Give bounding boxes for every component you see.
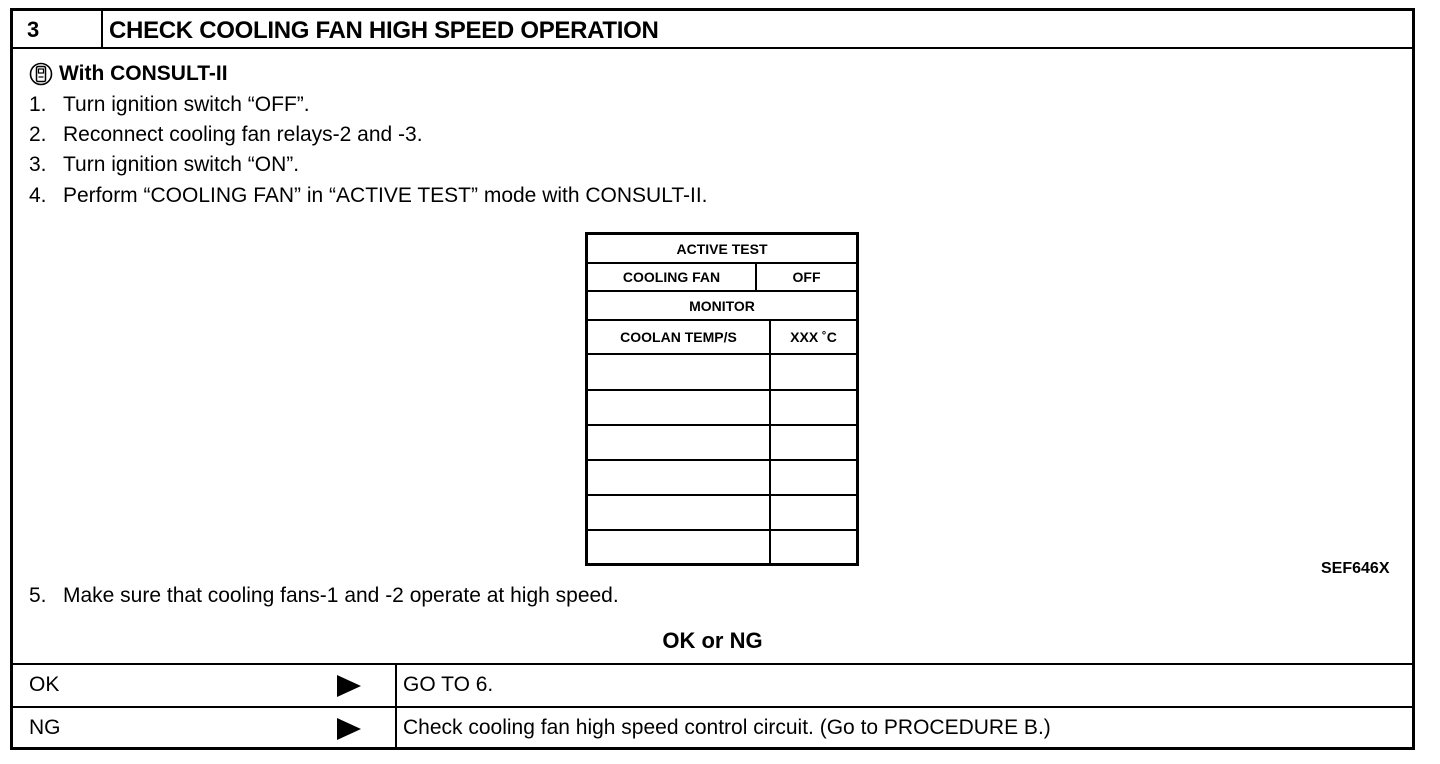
step-number-label: 1. bbox=[29, 93, 47, 116]
step-number: 3 bbox=[13, 11, 103, 47]
empty-monitor-row bbox=[588, 496, 856, 531]
procedure-header bbox=[13, 11, 1412, 49]
monitor-label: MONITOR bbox=[689, 297, 755, 314]
consult-heading bbox=[29, 62, 228, 86]
empty-monitor-row bbox=[588, 426, 856, 461]
step-text: Turn ignition switch “ON”. bbox=[63, 153, 300, 176]
step-2 bbox=[29, 123, 423, 147]
result-row-ng bbox=[13, 706, 1412, 750]
monitor-item-row bbox=[588, 321, 856, 355]
consult-label: With CONSULT-II bbox=[59, 62, 228, 85]
screen-title: ACTIVE TEST bbox=[676, 240, 768, 257]
result-label: NG bbox=[29, 716, 61, 739]
arrow-right-icon bbox=[337, 718, 361, 740]
procedure-sheet bbox=[10, 8, 1415, 750]
arrow-right-icon bbox=[337, 675, 361, 697]
monitor-item-label: COOLAN TEMP/S bbox=[588, 321, 771, 353]
result-action: GO TO 6. bbox=[403, 673, 494, 696]
consult-screen bbox=[585, 232, 859, 566]
test-item-value: OFF bbox=[792, 269, 821, 285]
monitor-label-row bbox=[588, 292, 856, 321]
screen-title-row bbox=[588, 235, 856, 264]
step-text: Perform “COOLING FAN” in “ACTIVE TEST” mode with CONSULT-II. bbox=[63, 184, 708, 207]
empty-cell bbox=[588, 391, 771, 424]
empty-monitor-row bbox=[588, 391, 856, 426]
figure-code: SEF646X bbox=[1321, 560, 1390, 577]
result-heading: OK or NG bbox=[662, 628, 763, 653]
column-divider bbox=[395, 708, 397, 750]
step-text: Turn ignition switch “OFF”. bbox=[63, 93, 310, 116]
consult-tool-icon bbox=[29, 62, 53, 86]
step-5 bbox=[29, 584, 619, 608]
step-text: Make sure that cooling fans-1 and -2 operate at high speed. bbox=[63, 584, 619, 607]
empty-cell bbox=[588, 426, 771, 459]
empty-cell bbox=[588, 496, 771, 529]
result-action: Check cooling fan high speed control circuit. (Go to PROCEDURE B.) bbox=[403, 716, 1051, 739]
procedure-title: CHECK COOLING FAN HIGH SPEED OPERATION bbox=[109, 17, 659, 44]
empty-monitor-row bbox=[588, 355, 856, 391]
result-label: OK bbox=[29, 673, 60, 696]
step-3 bbox=[29, 153, 299, 177]
empty-cell bbox=[588, 531, 771, 563]
empty-monitor-row bbox=[588, 531, 856, 563]
empty-cell bbox=[588, 461, 771, 494]
empty-monitor-row bbox=[588, 461, 856, 496]
empty-cell bbox=[588, 355, 771, 389]
step-text: Reconnect cooling fan relays-2 and -3. bbox=[63, 123, 423, 146]
column-divider bbox=[395, 665, 397, 706]
step-number-label: 5. bbox=[29, 584, 47, 607]
step-number-label: 3. bbox=[29, 153, 47, 176]
result-row-ok bbox=[13, 663, 1412, 706]
test-item-row bbox=[588, 264, 856, 292]
step-4 bbox=[29, 184, 708, 208]
step-1 bbox=[29, 93, 310, 117]
test-item-label: COOLING FAN bbox=[588, 264, 757, 290]
step-number-label: 4. bbox=[29, 184, 47, 207]
step-number-label: 2. bbox=[29, 123, 47, 146]
monitor-item-value: XXX ˚C bbox=[790, 329, 837, 345]
